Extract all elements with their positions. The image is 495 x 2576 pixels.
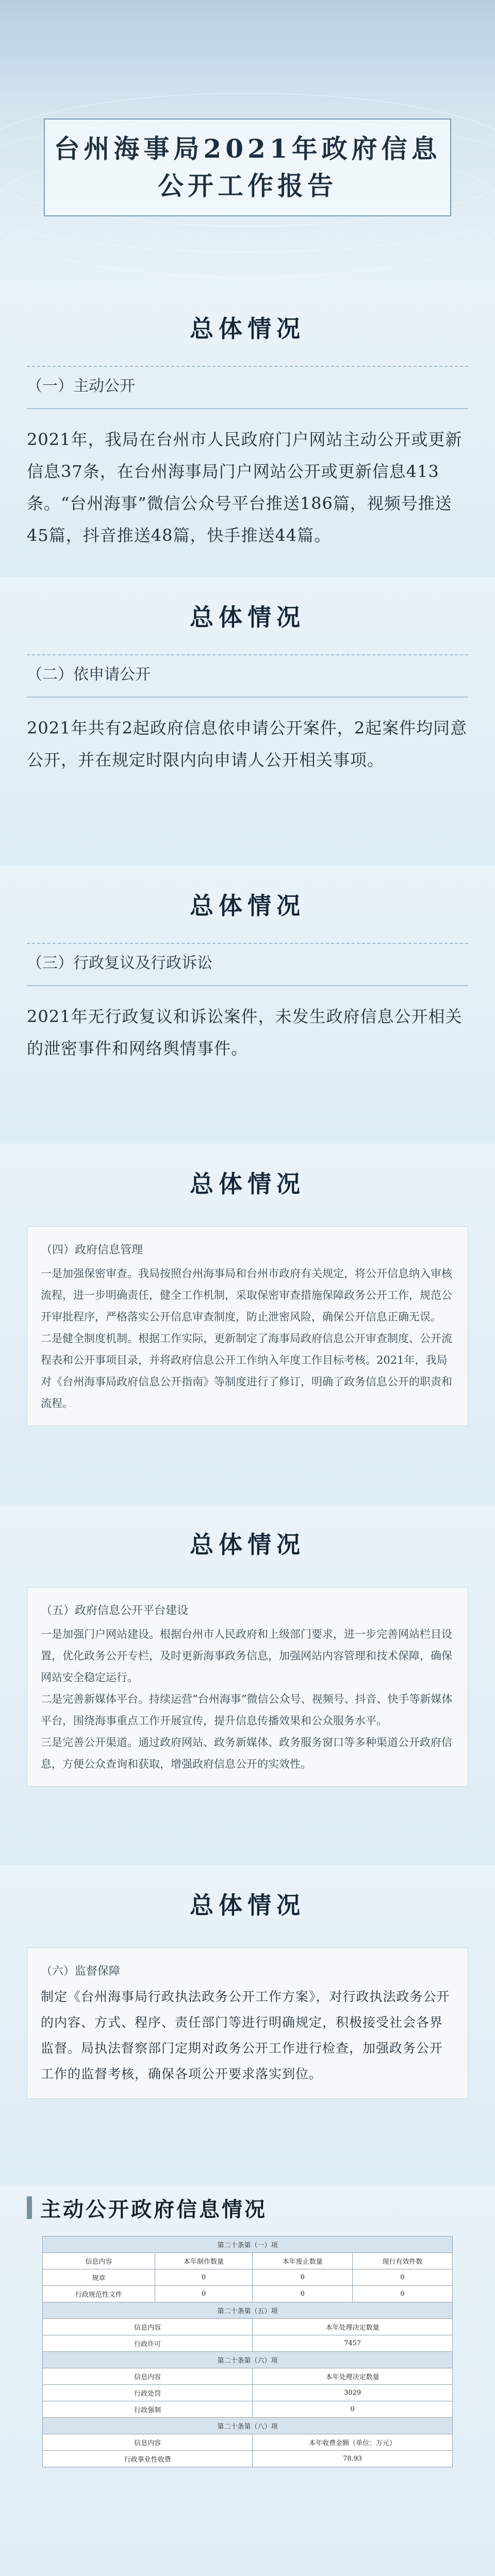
section-title: 总体情况 <box>190 315 305 343</box>
subsection-header <box>27 943 468 979</box>
table-header-cell: 现行有效件数 <box>353 2253 453 2269</box>
subsection-label: （一）主动公开 <box>27 377 135 395</box>
table-block-header: 第二十条第（八）项 <box>43 2418 453 2434</box>
table-cell: 行政事业性收费 <box>43 2451 253 2467</box>
section-header <box>27 1865 468 1942</box>
table-row <box>43 2335 453 2352</box>
report-title-line1: 台州海事局2021年政府信息 <box>54 133 441 164</box>
section-info-management <box>0 1144 495 1504</box>
section-title: 总体情况 <box>190 1170 305 1198</box>
table-section-active <box>0 2184 495 2576</box>
content-card <box>27 1226 468 1426</box>
section-paragraph: 一是加强保密审查。我局按照台州海事局和台州市政府有关规定，将公开信息纳入审核流程，进一步明确责任，健全工作机制，采取保密审查措施保障政务公开工作，规范公开审批程序，严格落实公开信息审查制度，防止泄密风险，确保公开信息正确无误。 <box>41 1267 452 1323</box>
table-header-cell: 信息内容 <box>43 2253 155 2269</box>
table-header-cell: 本年处理决定数量 <box>253 2319 453 2335</box>
table-block-header: 第二十条第（五）项 <box>43 2302 453 2319</box>
section-supervision <box>0 1865 495 2184</box>
table-cell: 78.93 <box>253 2451 453 2467</box>
section-paragraph: 一是加强门户网站建设。根据台州市人民政府和上级部门要求，进一步完善网站栏目设置，优化政务公开专栏，及时更新海事政务信息，加强网站内容管理和技术保障，确保网站安全稳定运行。 <box>41 1628 452 1684</box>
table-cell: 0 <box>253 2269 353 2286</box>
table-title-row <box>27 2184 468 2231</box>
table-header-cell: 信息内容 <box>43 2319 253 2335</box>
report-title-box <box>44 118 451 216</box>
table-cell: 0 <box>253 2401 453 2418</box>
section-header <box>27 1144 468 1221</box>
section-paragraph: 2021年无行政复议和诉讼案件，未发生政府信息公开相关的泄密事件和网络舆情事件。 <box>27 1007 463 1058</box>
hero-banner <box>0 0 495 289</box>
table-cell: 0 <box>353 2269 453 2286</box>
active-disclosure-table <box>42 2236 453 2467</box>
report-title-line2: 公开工作报告 <box>158 171 337 201</box>
table-header-cell: 本年废止数量 <box>253 2253 353 2269</box>
section-paragraph: 二是健全制度机制。根据工作实际，更新制定了海事局政府信息公开审查制度、公开流程表和公开事项目录，并将政府信息公开工作纳入年度工作目标考核。2021年，我局对《台州海事局政府信息公开指南》等制度进行了修订，明确了政务信息公开的职责和流程。 <box>41 1332 452 1410</box>
table-row <box>43 2286 453 2302</box>
table-cell: 0 <box>155 2286 253 2302</box>
table-cell: 行政强制 <box>43 2401 253 2418</box>
subsection-label: （二）依申请公开 <box>27 666 151 684</box>
section-title: 总体情况 <box>190 603 305 631</box>
subsection-label: （三）行政复议及行政诉讼 <box>27 954 212 972</box>
table-title: 主动公开政府信息情况 <box>40 2197 267 2222</box>
table-header-cell: 本年处理决定数量 <box>253 2368 453 2385</box>
section-header <box>27 866 468 943</box>
section-paragraph: 2021年，我局在台州市人民政府门户网站主动公开或更新信息37条，在台州海事局门户网站公开或更新信息413条。“台州海事”微信公众号平台推送186篇，视频号推送45篇，抖音推送48篇，快手推送44篇。 <box>27 430 463 545</box>
table-row <box>43 2451 453 2467</box>
section-review-litigation <box>0 866 495 1144</box>
section-header <box>27 289 468 366</box>
content-card <box>27 1587 468 1787</box>
subsection-label: （四）政府信息管理 <box>41 1244 143 1257</box>
subsection-header <box>27 654 468 690</box>
section-paragraph: 二是完善新媒体平台。持续运营“台州海事”微信公众号、视频号、抖音、快手等新媒体平台，围绕海事重点工作开展宣传，提升信息传播效果和公众服务水平。 <box>41 1693 453 1727</box>
table-cell: 7457 <box>253 2335 453 2352</box>
table-cell: 规章 <box>43 2269 155 2286</box>
content-card <box>27 1947 468 2099</box>
section-paragraph: 三是完善公开渠道。通过政府网站、政务新媒体、政务服务窗口等多种渠道公开政府信息，方便公众查询和获取，增强政府信息公开的实效性。 <box>41 1736 452 1770</box>
table-cell: 行政处罚 <box>43 2385 253 2401</box>
table-header-cell: 本年制作数量 <box>155 2253 253 2269</box>
subsection-label: （五）政府信息公开平台建设 <box>41 1604 189 1617</box>
table-cell: 0 <box>155 2269 253 2286</box>
divider <box>27 697 468 698</box>
table-row <box>43 2401 453 2418</box>
divider <box>27 985 468 986</box>
section-title: 总体情况 <box>190 1891 305 1919</box>
section-platform <box>0 1504 495 1865</box>
section-title: 总体情况 <box>190 892 305 920</box>
section-request-disclosure <box>0 577 495 866</box>
divider <box>27 408 468 409</box>
title-accent-bar <box>27 2196 32 2219</box>
table-cell: 行政规范性文件 <box>43 2286 155 2302</box>
section-title: 总体情况 <box>190 1531 305 1558</box>
table-cell: 行政许可 <box>43 2335 253 2352</box>
table-header-cell: 信息内容 <box>43 2434 253 2451</box>
subsection-label: （六）监督保障 <box>41 1965 121 1978</box>
section-header <box>27 577 468 654</box>
table-header-cell: 信息内容 <box>43 2368 253 2385</box>
table-row <box>43 2385 453 2401</box>
table-cell: 0 <box>353 2286 453 2302</box>
table-row <box>43 2269 453 2286</box>
table-block-header: 第二十条第（六）项 <box>43 2352 453 2368</box>
table-cell: 3029 <box>253 2385 453 2401</box>
subsection-header <box>27 366 468 402</box>
table-cell: 0 <box>253 2286 353 2302</box>
table-header-cell: 本年收费金额（单位：万元） <box>253 2434 453 2451</box>
section-paragraph: 2021年共有2起政府信息依申请公开案件，2起案件均同意公开，并在规定时限内向申请人公开相关事项。 <box>27 718 468 770</box>
section-header <box>27 1504 468 1582</box>
section-active-disclosure <box>0 289 495 577</box>
table-block-header: 第二十条第（一）项 <box>43 2236 453 2253</box>
section-paragraph: 制定《台州海事局行政执法政务公开工作方案》，对行政执法政务公开的内容、方式、程序、责任部门等进行明确规定，积极接受社会各界监督。局执法督察部门定期对政务公开工作进行检查，加强政务公开工作的监督考核，确保各项公开要求落实到位。 <box>41 1989 450 2081</box>
table-wrapper <box>27 2231 468 2483</box>
